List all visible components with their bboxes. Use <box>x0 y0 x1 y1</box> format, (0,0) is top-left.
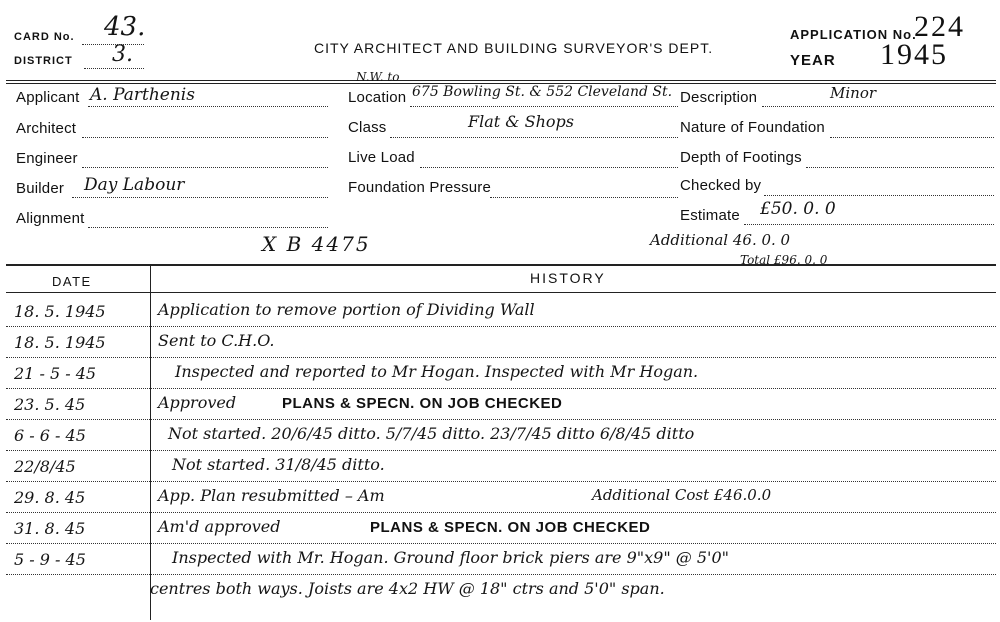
history-row-line <box>6 543 996 544</box>
estimate-label: Estimate <box>680 207 740 224</box>
history-text: Not started. 31/8/45 ditto. <box>172 455 385 474</box>
checked-line <box>764 195 994 196</box>
applicant-value: A. Parthenis <box>90 85 195 105</box>
additional-value: Additional 46. 0. 0 <box>650 231 791 249</box>
history-text: Inspected with Mr. Hogan. Ground floor brick piers are 9"x9" @ 5'0" <box>172 548 729 567</box>
history-row-line <box>6 357 996 358</box>
history-extra: Additional Cost £46.0.0 <box>592 486 772 504</box>
history-text: Inspected and reported to Mr Hogan. Inspected with Mr Hogan. <box>175 362 699 381</box>
applicant-label: Applicant <box>16 89 80 106</box>
builder-value: Day Labour <box>84 175 185 195</box>
dept-title: CITY ARCHITECT AND BUILDING SURVEYOR'S DEPT. <box>314 40 714 56</box>
location-label: Location <box>348 89 407 106</box>
architect-label: Architect <box>16 120 77 137</box>
history-header: HISTORY <box>530 270 606 286</box>
application-value: 224 <box>914 10 965 43</box>
builder-label: Builder <box>16 180 65 197</box>
estimate-line <box>744 224 994 225</box>
application-label: APPLICATION No. <box>790 27 917 42</box>
history-date: 5 - 9 - 45 <box>14 550 86 569</box>
history-row-line <box>6 574 996 575</box>
history-row-line <box>6 512 996 513</box>
history-text: Not started. 20/6/45 ditto. 5/7/45 ditto. 23/7/45 ditto 6/8/45 ditto <box>168 424 695 443</box>
live-load-label: Live Load <box>348 149 415 166</box>
description-line <box>762 106 994 107</box>
live-load-line <box>420 167 678 168</box>
history-text: Application to remove portion of Dividing Wall <box>158 300 535 319</box>
architect-line <box>82 137 328 138</box>
history-text: App. Plan resubmitted – Am <box>158 486 385 505</box>
history-row-line <box>6 388 996 389</box>
engineer-label: Engineer <box>16 150 78 167</box>
district-value: 3. <box>112 42 133 67</box>
history-row-line <box>6 419 996 420</box>
card-no-value: 43. <box>104 12 146 42</box>
nature-line <box>830 137 994 138</box>
checked-label: Checked by <box>680 177 762 194</box>
history-date: 31. 8. 45 <box>14 519 86 538</box>
location-note: N.W. to <box>356 70 400 84</box>
class-value: Flat & Shops <box>468 112 574 131</box>
history-row-line <box>6 481 996 482</box>
history-stamp: PLANS & SPECN. ON JOB CHECKED <box>370 519 651 536</box>
foundation-pressure-label: Foundation Pressure <box>348 179 492 196</box>
foundation-pressure-line <box>490 197 678 198</box>
year-label: YEAR <box>790 52 836 69</box>
estimate-value: £50. 0. 0 <box>760 199 836 219</box>
nature-label: Nature of Foundation <box>680 119 825 136</box>
history-header-rule <box>6 292 996 293</box>
class-line <box>390 137 678 138</box>
history-date: 23. 5. 45 <box>14 395 86 414</box>
depth-line <box>806 167 994 168</box>
header-rule <box>6 80 996 81</box>
history-date: 29. 8. 45 <box>14 488 86 507</box>
class-label: Class <box>348 119 387 136</box>
card-no-label: CARD No. <box>14 31 75 43</box>
location-value: 675 Bowling St. & 552 Cleveland St. <box>412 84 673 100</box>
total-value: Total £96. 0. 0 <box>740 253 828 267</box>
district-line <box>84 68 144 69</box>
history-text: Approved <box>158 393 237 412</box>
history-date: 21 - 5 - 45 <box>14 364 97 383</box>
builder-line <box>72 197 328 198</box>
engineer-line <box>82 167 328 168</box>
date-header: DATE <box>52 274 92 289</box>
history-date: 22/8/45 <box>14 457 76 476</box>
applicant-line <box>88 106 328 107</box>
history-date: 18. 5. 1945 <box>14 333 106 352</box>
depth-label: Depth of Footings <box>680 149 802 166</box>
description-value: Minor <box>830 84 877 102</box>
description-label: Description <box>680 89 758 106</box>
history-date: 18. 5. 1945 <box>14 302 106 321</box>
history-stamp: PLANS & SPECN. ON JOB CHECKED <box>282 395 563 412</box>
history-text: Sent to C.H.O. <box>158 331 275 350</box>
date-column-divider <box>150 266 151 620</box>
year-value: 1945 <box>880 38 948 71</box>
history-top-rule <box>6 264 996 266</box>
alignment-label: Alignment <box>16 210 85 227</box>
history-row-line <box>6 450 996 451</box>
alignment-line <box>88 227 328 228</box>
district-label: DISTRICT <box>14 55 73 67</box>
ref-value: X B 4475 <box>262 232 371 256</box>
history-row-line <box>6 326 996 327</box>
history-text: Am'd approved <box>158 517 281 536</box>
history-text: centres both ways. Joists are 4x2 HW @ 18" ctrs and 5'0" span. <box>150 579 665 598</box>
location-line <box>410 106 678 107</box>
history-date: 6 - 6 - 45 <box>14 426 86 445</box>
